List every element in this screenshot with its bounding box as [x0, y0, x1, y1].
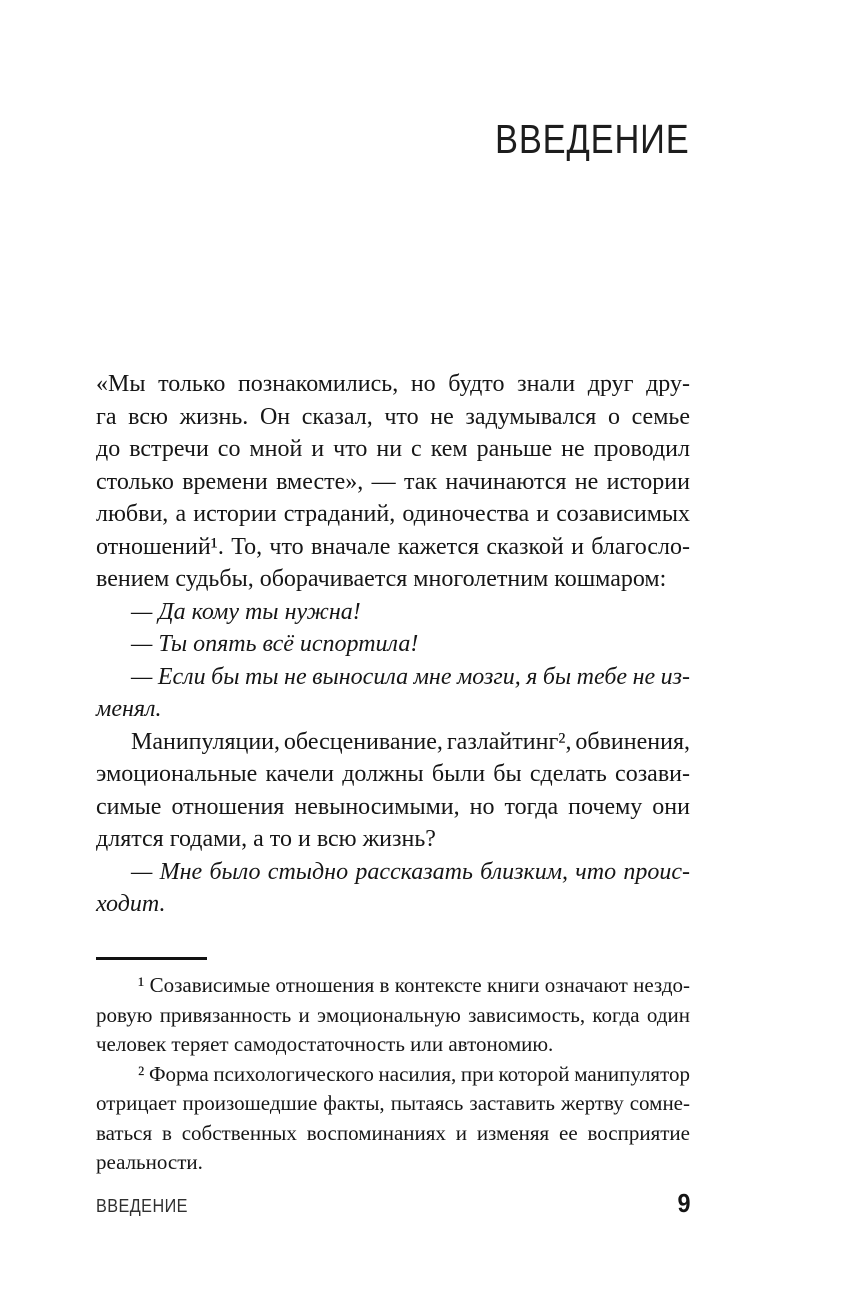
text-line: отношений¹. То, что вначале кажется сказкой и благосло- [96, 533, 690, 560]
text-line: столько времени вместе», — так начинаются не истории [96, 468, 690, 495]
text-line: менял. [96, 696, 162, 722]
text-line: человек теряет самодостаточность или автономию. [96, 1032, 554, 1056]
running-header: ВВЕДЕНИЕ [96, 1196, 188, 1216]
footnote-divider [96, 957, 207, 960]
text-line: — Если бы ты не выносила мне мозги, я бы тебе не из- [131, 663, 690, 690]
text-line: Манипуляции, обесценивание, газлайтинг², обвинения, [131, 728, 690, 755]
page-number: 9 [676, 1188, 690, 1218]
text-line: до встречи со мной и что ни с кем раньше не проводил [96, 436, 690, 462]
text-line: любви, а истории страданий, одиночества и созависимых [96, 501, 690, 527]
page-footer [96, 1188, 690, 1219]
body-text [96, 368, 690, 921]
text-line: ваться в собственных воспоминаниях и изменяя ее восприятие [96, 1120, 690, 1145]
text-line: ровую привязанность и эмоциональную зависимость, когда один [96, 1002, 690, 1027]
text-line: — Ты опять всё испортила! [131, 631, 419, 657]
text-line: симые отношения невыносимыми, но тогда почему они [96, 793, 690, 820]
text-line: ходит. [96, 891, 166, 917]
text-line: — Мне было стыдно рассказать близким, что проис- [131, 858, 690, 885]
chapter-title: ВВЕДЕНИЕ [495, 116, 690, 162]
text-line: вением судьбы, оборачивается многолетним кошмаром: [96, 566, 667, 592]
text-line: длятся годами, а то и всю жизнь? [96, 826, 436, 852]
text-line: эмоциональные качели должны были бы сделать созави- [96, 761, 690, 787]
text-line: реальности. [96, 1150, 203, 1174]
text-line: га всю жизнь. Он сказал, что не задумывался о семье [96, 403, 690, 430]
text-line: — Да кому ты нужна! [131, 598, 361, 625]
text-line: ¹ Созависимые отношения в контексте книги означают нездо- [138, 973, 690, 997]
text-line: отрицает произошедшие факты, пытаясь заставить жертву сомне- [96, 1091, 690, 1115]
text-line: ² Форма психологического насилия, при которой манипулятор [138, 1061, 690, 1086]
footnotes-block [96, 971, 690, 1178]
text-line: «Мы только познакомились, но будто знали друг дру- [96, 371, 690, 397]
